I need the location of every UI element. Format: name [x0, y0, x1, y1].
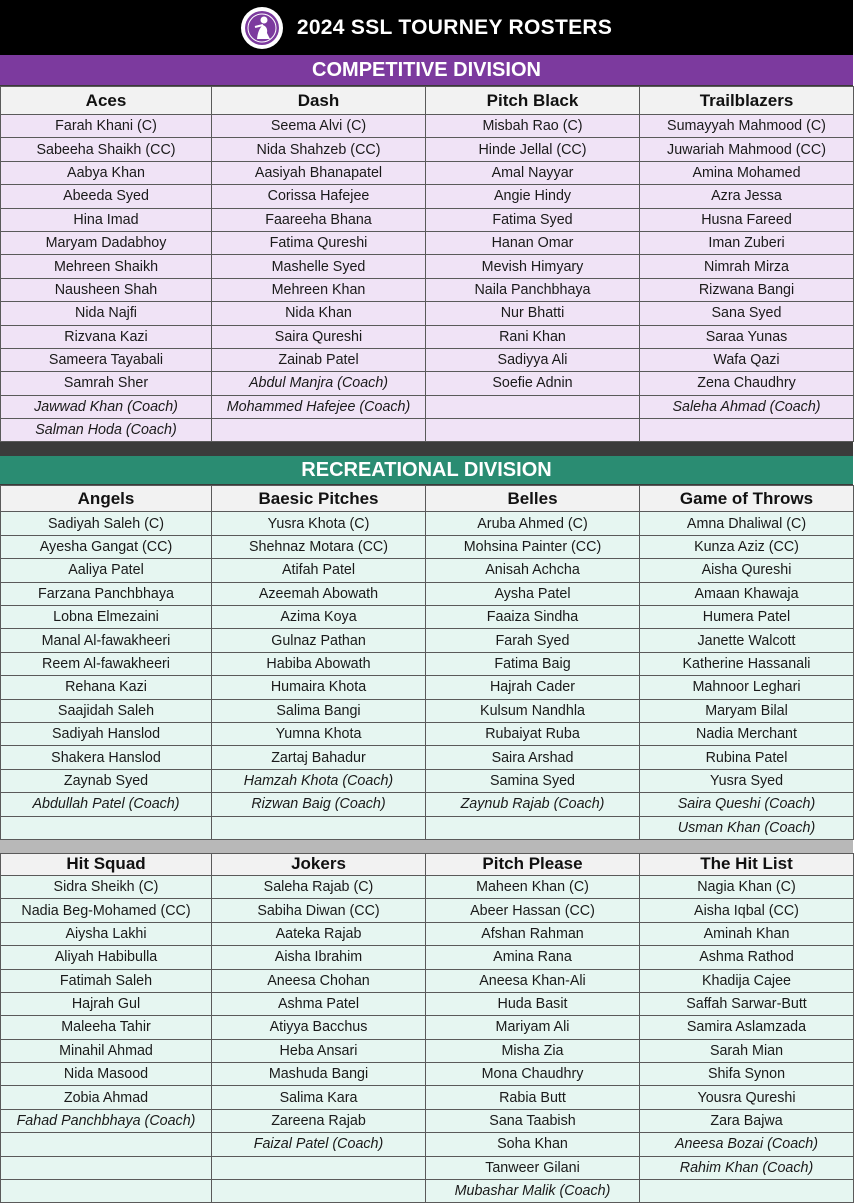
player-cell: Katherine Hassanali — [640, 652, 854, 675]
player-cell — [640, 419, 854, 442]
player-cell: Saira Arshad — [426, 746, 640, 769]
player-cell — [212, 1180, 426, 1203]
player-cell: Zobia Ahmad — [1, 1086, 212, 1109]
table-row — [1, 769, 854, 792]
player-cell: Nausheen Shah — [1, 278, 212, 301]
player-cell: Salman Hoda (Coach) — [1, 419, 212, 442]
player-cell: Soefie Adnin — [426, 372, 640, 395]
player-cell: Aateka Rajab — [212, 922, 426, 945]
player-cell: Salima Kara — [212, 1086, 426, 1109]
player-cell: Amal Nayyar — [426, 161, 640, 184]
softball-player-logo-icon — [243, 9, 281, 47]
table-row — [1, 419, 854, 442]
player-cell — [212, 419, 426, 442]
player-cell: Sadiyah Hanslod — [1, 722, 212, 745]
team-name-game-of-throws: Game of Throws — [640, 486, 854, 512]
player-cell: Yusra Syed — [640, 769, 854, 792]
player-cell: Nadia Merchant — [640, 722, 854, 745]
team-name-hit-squad: Hit Squad — [1, 853, 212, 875]
player-cell: Humaira Khota — [212, 676, 426, 699]
player-cell: Fatima Qureshi — [212, 231, 426, 254]
player-cell: Zaynab Syed — [1, 769, 212, 792]
table-row — [1, 1156, 854, 1179]
player-cell: Mohsina Painter (CC) — [426, 535, 640, 558]
team-name-pitch-please: Pitch Please — [426, 853, 640, 875]
player-cell: Zareena Rajab — [212, 1109, 426, 1132]
player-cell: Aisha Ibrahim — [212, 946, 426, 969]
player-cell: Soha Khan — [426, 1133, 640, 1156]
table-row — [1, 1039, 854, 1062]
player-cell: Angie Hindy — [426, 185, 640, 208]
table-row — [1, 1133, 854, 1156]
player-cell: Mashelle Syed — [212, 255, 426, 278]
player-cell: Sadiyya Ali — [426, 348, 640, 371]
player-cell: Yousra Qureshi — [640, 1086, 854, 1109]
team-name-jokers: Jokers — [212, 853, 426, 875]
player-cell: Mohammed Hafejee (Coach) — [212, 395, 426, 418]
player-cell: Zena Chaudhry — [640, 372, 854, 395]
table-row — [1, 629, 854, 652]
table-row — [1, 138, 854, 161]
player-cell: Habiba Abowath — [212, 652, 426, 675]
player-cell: Aaliya Patel — [1, 559, 212, 582]
player-cell: Afshan Rahman — [426, 922, 640, 945]
player-cell: Hinde Jellal (CC) — [426, 138, 640, 161]
player-cell: Zartaj Bahadur — [212, 746, 426, 769]
table-row — [1, 582, 854, 605]
player-cell: Rahim Khan (Coach) — [640, 1156, 854, 1179]
roster-table — [0, 485, 854, 839]
table-row — [1, 185, 854, 208]
player-cell: Sumayyah Mahmood (C) — [640, 115, 854, 138]
player-cell: Aysha Patel — [426, 582, 640, 605]
player-cell: Samrah Sher — [1, 372, 212, 395]
player-cell: Hanan Omar — [426, 231, 640, 254]
player-cell: Mehreen Shaikh — [1, 255, 212, 278]
table-row — [1, 278, 854, 301]
player-cell: Shehnaz Motara (CC) — [212, 535, 426, 558]
player-cell: Maleeha Tahir — [1, 1016, 212, 1039]
player-cell: Abeeda Syed — [1, 185, 212, 208]
table-row — [1, 652, 854, 675]
player-cell: Aisha Qureshi — [640, 559, 854, 582]
player-cell: Mahnoor Leghari — [640, 676, 854, 699]
table-row — [1, 676, 854, 699]
player-cell: Kulsum Nandhla — [426, 699, 640, 722]
team-name-the-hit-list: The Hit List — [640, 853, 854, 875]
table-row — [1, 1109, 854, 1132]
player-cell: Rubina Patel — [640, 746, 854, 769]
table-row — [1, 699, 854, 722]
player-cell: Corissa Hafejee — [212, 185, 426, 208]
player-cell: Mashuda Bangi — [212, 1063, 426, 1086]
player-cell: Mariyam Ali — [426, 1016, 640, 1039]
player-cell: Shakera Hanslod — [1, 746, 212, 769]
player-cell: Farah Syed — [426, 629, 640, 652]
team-header-row — [1, 853, 854, 875]
table-row — [1, 1086, 854, 1109]
table-row — [1, 255, 854, 278]
player-cell: Aasiyah Bhanapatel — [212, 161, 426, 184]
player-cell — [640, 1180, 854, 1203]
player-cell: Rizwana Bangi — [640, 278, 854, 301]
player-cell: Heba Ansari — [212, 1039, 426, 1062]
player-cell: Yusra Khota (C) — [212, 512, 426, 535]
player-cell: Abdul Manjra (Coach) — [212, 372, 426, 395]
player-cell — [1, 1133, 212, 1156]
player-cell: Fatima Syed — [426, 208, 640, 231]
player-cell: Lobna Elmezaini — [1, 606, 212, 629]
table-row — [1, 606, 854, 629]
player-cell: Amina Mohamed — [640, 161, 854, 184]
player-cell: Rabia Butt — [426, 1086, 640, 1109]
player-cell: Reem Al-fawakheeri — [1, 652, 212, 675]
player-cell: Azima Koya — [212, 606, 426, 629]
table-row — [1, 208, 854, 231]
player-cell: Saleha Ahmad (Coach) — [640, 395, 854, 418]
block-separator — [0, 840, 853, 853]
player-cell: Sana Syed — [640, 302, 854, 325]
team-header-row — [1, 486, 854, 512]
player-cell: Rizwan Baig (Coach) — [212, 793, 426, 816]
player-cell: Aneesa Khan-Ali — [426, 969, 640, 992]
player-cell: Tanweer Gilani — [426, 1156, 640, 1179]
player-cell: Maheen Khan (C) — [426, 875, 640, 898]
player-cell: Yumna Khota — [212, 722, 426, 745]
player-cell: Sabiha Diwan (CC) — [212, 899, 426, 922]
player-cell: Nadia Beg-Mohamed (CC) — [1, 899, 212, 922]
player-cell: Fatima Baig — [426, 652, 640, 675]
player-cell: Azra Jessa — [640, 185, 854, 208]
table-row — [1, 1016, 854, 1039]
player-cell: Aiysha Lakhi — [1, 922, 212, 945]
table-row — [1, 1063, 854, 1086]
roster-table — [0, 86, 854, 442]
player-cell: Sabeeha Shaikh (CC) — [1, 138, 212, 161]
player-cell: Abdullah Patel (Coach) — [1, 793, 212, 816]
table-row — [1, 161, 854, 184]
player-cell: Shifa Synon — [640, 1063, 854, 1086]
player-cell: Amna Dhaliwal (C) — [640, 512, 854, 535]
player-cell: Ashma Rathod — [640, 946, 854, 969]
table-row — [1, 395, 854, 418]
table-row — [1, 115, 854, 138]
table-row — [1, 535, 854, 558]
player-cell — [426, 419, 640, 442]
table-row — [1, 231, 854, 254]
player-cell: Zainab Patel — [212, 348, 426, 371]
player-cell: Ayesha Gangat (CC) — [1, 535, 212, 558]
player-cell: Saleha Rajab (C) — [212, 875, 426, 898]
player-cell: Mubashar Malik (Coach) — [426, 1180, 640, 1203]
player-cell: Manal Al-fawakheeri — [1, 629, 212, 652]
team-name-aces: Aces — [1, 87, 212, 115]
player-cell: Samira Aslamzada — [640, 1016, 854, 1039]
player-cell: Minahil Ahmad — [1, 1039, 212, 1062]
player-cell: Huda Basit — [426, 992, 640, 1015]
player-cell: Zaynub Rajab (Coach) — [426, 793, 640, 816]
table-row — [1, 372, 854, 395]
player-cell: Aruba Ahmed (C) — [426, 512, 640, 535]
player-cell: Husna Fareed — [640, 208, 854, 231]
player-cell: Saira Qureshi — [212, 325, 426, 348]
player-cell: Janette Walcott — [640, 629, 854, 652]
player-cell: Nida Masood — [1, 1063, 212, 1086]
player-cell: Amaan Khawaja — [640, 582, 854, 605]
league-logo — [241, 7, 283, 49]
player-cell: Sadiyah Saleh (C) — [1, 512, 212, 535]
player-cell: Aisha Iqbal (CC) — [640, 899, 854, 922]
player-cell — [1, 1156, 212, 1179]
player-cell: Misbah Rao (C) — [426, 115, 640, 138]
player-cell: Nida Shahzeb (CC) — [212, 138, 426, 161]
player-cell: Maryam Dadabhoy — [1, 231, 212, 254]
team-name-pitch-black: Pitch Black — [426, 87, 640, 115]
player-cell: Anisah Achcha — [426, 559, 640, 582]
team-name-dash: Dash — [212, 87, 426, 115]
player-cell: Saajidah Saleh — [1, 699, 212, 722]
team-header-row — [1, 87, 854, 115]
player-cell — [426, 395, 640, 418]
player-cell: Amina Rana — [426, 946, 640, 969]
player-cell: Aneesa Bozai (Coach) — [640, 1133, 854, 1156]
player-cell: Usman Khan (Coach) — [640, 816, 854, 839]
table-row — [1, 793, 854, 816]
table-row — [1, 875, 854, 898]
player-cell: Rubaiyat Ruba — [426, 722, 640, 745]
table-row — [1, 302, 854, 325]
player-cell: Sarah Mian — [640, 1039, 854, 1062]
player-cell: Sidra Sheikh (C) — [1, 875, 212, 898]
player-cell: Abeer Hassan (CC) — [426, 899, 640, 922]
table-row — [1, 992, 854, 1015]
roster-table — [0, 853, 854, 1203]
player-cell: Sameera Tayabali — [1, 348, 212, 371]
player-cell: Farzana Panchbhaya — [1, 582, 212, 605]
player-cell: Gulnaz Pathan — [212, 629, 426, 652]
player-cell: Hajrah Cader — [426, 676, 640, 699]
player-cell: Mevish Himyary — [426, 255, 640, 278]
player-cell: Nida Khan — [212, 302, 426, 325]
player-cell: Saffah Sarwar-Butt — [640, 992, 854, 1015]
player-cell: Naila Panchbhaya — [426, 278, 640, 301]
table-row — [1, 746, 854, 769]
table-row — [1, 1180, 854, 1203]
table-row — [1, 559, 854, 582]
player-cell: Farah Khani (C) — [1, 115, 212, 138]
player-cell: Rehana Kazi — [1, 676, 212, 699]
player-cell: Nida Najfi — [1, 302, 212, 325]
recreational-division-header: RECREATIONAL DIVISION — [0, 456, 853, 485]
player-cell: Sana Taabish — [426, 1109, 640, 1132]
table-row — [1, 816, 854, 839]
player-cell: Aneesa Chohan — [212, 969, 426, 992]
player-cell: Rizvana Kazi — [1, 325, 212, 348]
table-row — [1, 325, 854, 348]
team-name-angels: Angels — [1, 486, 212, 512]
table-row — [1, 512, 854, 535]
player-cell: Saraa Yunas — [640, 325, 854, 348]
player-cell — [1, 1180, 212, 1203]
competitive-division-header: COMPETITIVE DIVISION — [0, 55, 853, 86]
team-name-belles: Belles — [426, 486, 640, 512]
player-cell: Misha Zia — [426, 1039, 640, 1062]
player-cell: Nimrah Mirza — [640, 255, 854, 278]
table-row — [1, 922, 854, 945]
team-name-trailblazers: Trailblazers — [640, 87, 854, 115]
player-cell: Faizal Patel (Coach) — [212, 1133, 426, 1156]
player-cell: Juwariah Mahmood (CC) — [640, 138, 854, 161]
page-title: 2024 SSL TOURNEY ROSTERS — [296, 15, 613, 39]
player-cell: Jawwad Khan (Coach) — [1, 395, 212, 418]
table-row — [1, 969, 854, 992]
player-cell — [426, 816, 640, 839]
player-cell: Hina Imad — [1, 208, 212, 231]
player-cell: Saira Queshi (Coach) — [640, 793, 854, 816]
table-row — [1, 946, 854, 969]
table-row — [1, 899, 854, 922]
player-cell: Mehreen Khan — [212, 278, 426, 301]
player-cell: Nagia Khan (C) — [640, 875, 854, 898]
player-cell: Kunza Aziz (CC) — [640, 535, 854, 558]
player-cell — [1, 816, 212, 839]
player-cell: Aminah Khan — [640, 922, 854, 945]
player-cell: Humera Patel — [640, 606, 854, 629]
player-cell: Atiyya Bacchus — [212, 1016, 426, 1039]
player-cell: Ashma Patel — [212, 992, 426, 1015]
player-cell: Iman Zuberi — [640, 231, 854, 254]
player-cell: Wafa Qazi — [640, 348, 854, 371]
table-row — [1, 348, 854, 371]
player-cell: Seema Alvi (C) — [212, 115, 426, 138]
player-cell: Salima Bangi — [212, 699, 426, 722]
team-name-baesic-pitches: Baesic Pitches — [212, 486, 426, 512]
title-bar — [0, 0, 853, 55]
player-cell: Nur Bhatti — [426, 302, 640, 325]
player-cell: Fahad Panchbhaya (Coach) — [1, 1109, 212, 1132]
player-cell: Mona Chaudhry — [426, 1063, 640, 1086]
player-cell: Zara Bajwa — [640, 1109, 854, 1132]
player-cell: Maryam Bilal — [640, 699, 854, 722]
player-cell: Fatimah Saleh — [1, 969, 212, 992]
player-cell: Khadija Cajee — [640, 969, 854, 992]
player-cell: Faareeha Bhana — [212, 208, 426, 231]
table-row — [1, 722, 854, 745]
player-cell — [212, 816, 426, 839]
player-cell: Samina Syed — [426, 769, 640, 792]
player-cell: Hamzah Khota (Coach) — [212, 769, 426, 792]
player-cell: Rani Khan — [426, 325, 640, 348]
player-cell: Aabya Khan — [1, 161, 212, 184]
player-cell: Atifah Patel — [212, 559, 426, 582]
player-cell — [212, 1156, 426, 1179]
division-separator — [0, 442, 853, 456]
player-cell: Aliyah Habibulla — [1, 946, 212, 969]
player-cell: Faaiza Sindha — [426, 606, 640, 629]
player-cell: Hajrah Gul — [1, 992, 212, 1015]
player-cell: Azeemah Abowath — [212, 582, 426, 605]
